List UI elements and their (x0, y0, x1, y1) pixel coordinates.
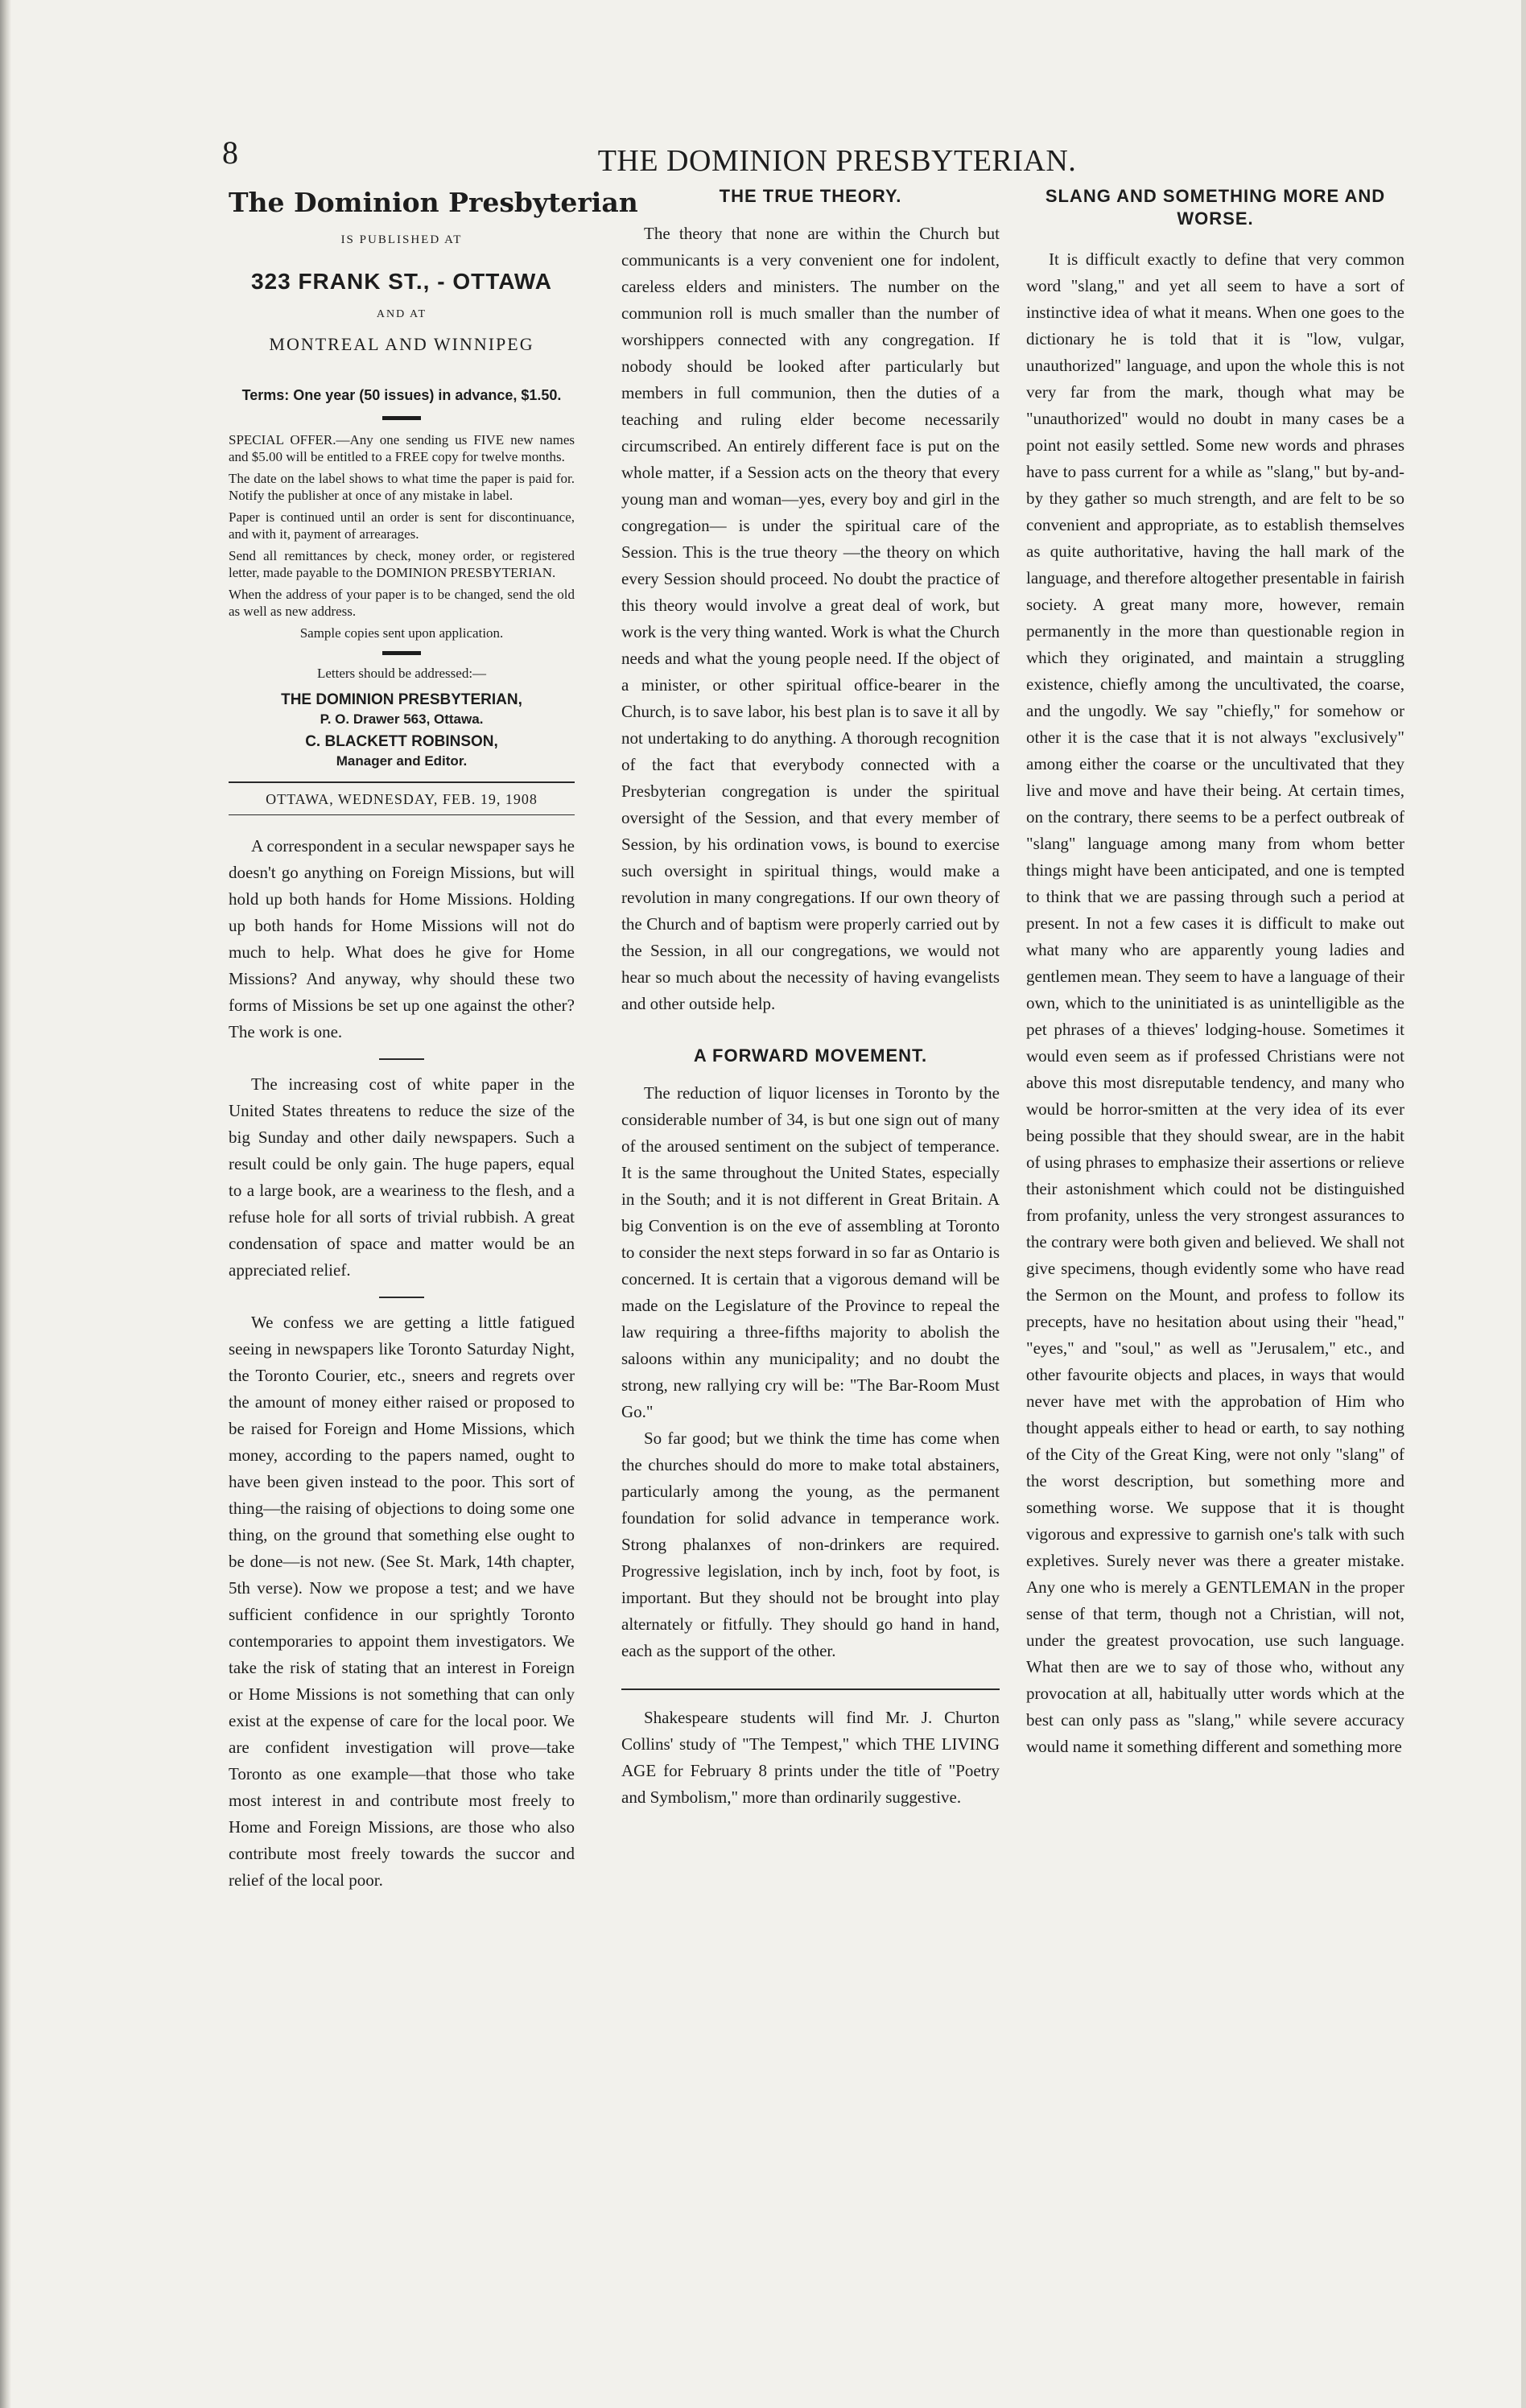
notices-divider (382, 651, 421, 655)
masthead-cities: MONTREAL AND WINNIPEG (269, 334, 534, 354)
editorial-white-paper: The increasing cost of white paper in the United States threatens to reduce the size of the big Sunday and other daily newspapers. Such a result could be only gain. The huge papers, equal to a large book, are a weariness to the flesh, and a refuse hole for all sorts of trivial rubbish. A great condensation of space and matter would be an appreciated relief. (229, 1074, 575, 1280)
masthead-address: 323 FRANK ST., - OTTAWA (250, 269, 553, 294)
published-at-label: IS PUBLISHED AT (340, 233, 463, 246)
editorial-missions: A correspondent in a secular newspaper says he doesn't go anything on Foreign Missions, but will hold up both hands for Home Missions. Holding up both hands for Home Missions will not do much to help. What does he give for Home Missions? And anyway, why should these two forms of Missions be set up one against the other? The work is one. (229, 836, 575, 1041)
publisher-notices (229, 431, 575, 641)
article-slang: It is difficult exactly to define that very common word "slang," and yet all seem to have a sort of instinctive idea of what it means. When one goes to the dictionary he is told that it is "low, vulgar, unauthorized" language, and upon the whole this is not very far from the mark, though what may be "unauthorized" would no doubt in many cases be a point not easily settled. Some new words and phrases have to pass current for a while as "slang," but by-and-by they gather so much strength, and are felt to be so convenient and appropriate, as to establish themselves as quite authoritative, having the hall mark of the language, and therefore altogether presentable in fairish society. A great many more, however, remain permanently in the more than questionable region in which they originated, and maintain a struggling existence, chiefly among the uncultivated, the coarse, and the ungodly. We say "chiefly," for somehow or other it is the case that it is not always "exclusively" among either the coarse or the uncultivated that they live and move and have their being. At certain times, on the contrary, there seems to be a perfect outbreak of "slang" language among many from whom better things might have been anticipated, and one is tempted to think that we are passing through such a period at present. In not a few cases it is difficult to make out what many who are apparently young ladies and gentlemen mean. They seem to have a language of their own, which to the uninitiated is as unintelligible as the pet phrases of a thieves' lodging-house. Sometimes it would even seem as if professed Christians were not above this most disreputable tendency, and many who would be horror-smitten at the very idea of its ever being possible that they should swear, are in the habit of using phrases to emphasize their assertions or relieve their astonishment which could not be distinguished from profanity, unless the very strongest assurances to the contrary were both given and believed. We shall not give specimens, though evidently some who have read the Sermon on the Mount, and profess to follow its precepts, have no hesitation about using their "head," "eyes," and "soul," as well as "Jerusalem," etc., and other favourite objects and places, in ways that would never have met with the approbation of Him who thought appeals either to head or earth, to say nothing of the City of the Great King, were not only "slang" of the worst description, but something more and something worse. We suppose that it is thought vigorous and expressive to garnish one's talk with such expletives. Surely never was there a greater mistake. Any one who is merely a GENTLEMAN in the proper sense of that term, though not a Christian, will not, under the greatest provocation, use such language. What then are we to say of those who, without any provocation at all, habitually utter words which at the best can only pass as "slang," while severe accuracy would name it something different and something more (1026, 249, 1404, 1756)
po-box: P. O. Drawer 563, Ottawa. (320, 711, 484, 727)
masthead-title: The Dominion Presbyterian (229, 187, 638, 218)
editor-title: Manager and Editor. (336, 753, 468, 769)
notice-continued: Paper is continued until an order is sent for discontinuance, and with it, payment of arrearages. (229, 509, 575, 542)
dateline: OTTAWA, WEDNESDAY, FEB. 19, 1908 (266, 791, 538, 807)
notice-remittances: Send all remittances by check, money order, or registered letter, made payable to the DOMINION PRESBYTERIAN. (229, 548, 575, 580)
scan-edge-right (1521, 0, 1526, 2408)
scan-edge-left (0, 0, 11, 2408)
blurb-divider (621, 1688, 1000, 1690)
column-2 (621, 185, 1000, 1811)
notice-samples: Sample copies sent upon application. (299, 625, 504, 641)
publication-name: THE DOMINION PRESBYTERIAN, (281, 691, 522, 708)
subscription-terms: Terms: One year (50 issues) in advance, $1.50. (241, 387, 562, 403)
notice-address-change: When the address of your paper is to be changed, send the old as well as new address. (229, 587, 575, 619)
editorial-divider (379, 1058, 424, 1060)
notice-label-date: The date on the label shows to what time the paper is paid for. Notify the publisher at once of any mistake in label. (229, 471, 575, 503)
dateline-rule-top (229, 781, 575, 783)
running-head: THE DOMINION PRESBYTERIAN. (597, 144, 1077, 178)
article-forward-movement-p1: The reduction of liquor licenses in Toronto by the considerable number of 34, is but one sign out of many of the aroused sentiment on the subject of temperance. It is the same throughout the United States, especially in the South; and it is not different in Great Britain. A big Convention is on the eve of assembling at Toronto to consider the next steps forward in so far as Ontario is concerned. It is certain that a vigorous demand will be made on the Legislature of the Province to repeal the law requiring a three-fifths majority to abolish the saloons within any municipality; and no doubt the strong, new rallying cry will be: "The Bar-Room Must Go." (621, 1083, 1000, 1421)
dateline-rule-bottom (229, 814, 575, 815)
shakespeare-note: Shakespeare students will find Mr. J. Churton Collins' study of "The Tempest," which THE LIVING AGE for February 8 prints under the title of "Poetry and Symbolism," more than ordinarily suggestive. (621, 1708, 1000, 1807)
special-offer: SPECIAL OFFER.—Any one sending us FIVE new names and $5.00 will be entitled to a FREE copy for twelve months. (229, 432, 575, 464)
page-number: 8 (222, 134, 238, 171)
article-forward-movement-p2: So far good; but we think the time has come when the churches should do more to make total abstainers, particularly among the young, as the permanent foundation for solid advance in temperance work. Strong phalanxes of non-drinkers are required. Progressive legislation, inch by inch, foot by foot, is important. But they should not be brought into play alternately or fitfully. They should go hand in hand, each as the support of the other. (621, 1429, 1000, 1660)
article-true-theory: The theory that none are within the Church but communicants is a very convenient one for indolent, careless elders and ministers. The number on the communion roll is much smaller than the number of worshippers connected with any congregation. If nobody should be looked after particularly but members in full communion, then the duties of a teaching and ruling elder become necessarily circumscribed. An entirely different face is put on the whole matter, if a Session acts on the theory that every young man and woman—yes, every boy and girl in the congregation— is under the spiritual care of the Session. This is the true theory —the theory on which every Session should proceed. No doubt the practice of this theory would involve a great deal of work, but work is the very thing wanted. Work is what the Church needs and what the young people need. If the object of a minister, or other spiritual office-bearer in the Church, is to save labor, his best plan is to save it all by not undertaking to do anything. A thorough recognition of the fact that everybody connected with a Presbyterian congregation is under the spiritual oversight of the Session, and that every member of Session, by his ordination vows, is bound to exercise such oversight in spiritual things, would make a revolution in many congregations. If our own theory of the Church and of baptism were properly carried out by the Session, in all our congregations, we would not hear so much about the necessity of having evangelists and other outside help. (621, 224, 1000, 1013)
letters-addressed: Letters should be addressed:— (316, 666, 487, 681)
headline-slang: SLANG AND SOMETHING MORE AND WORSE. (1045, 186, 1386, 229)
column-1 (229, 185, 638, 1894)
editorial-missions-test: We confess we are getting a little fatigued seeing in newspapers like Toronto Saturday Night, the Toronto Courier, etc., sneers and regrets over the amount of money either raised or proposed to be raised for Foreign and Home Missions, which money, according to the papers named, ought to have been given instead to the poor. This sort of thing—the raising of objections to doing some one thing, on the ground that something else ought to be done—is not new. (See St. Mark, 14th chapter, 5th verse). Now we propose a test; and we have sufficient confidence in our sprightly Toronto contemporaries to appoint them investigators. We take the risk of stating that an interest in Foreign or Home Missions is not something that can only exist at the expense of care for the local poor. We are confident investigation will prove—take Toronto as one example—that those who take most interest in and contribute most freely to Home and Foreign Missions, are those who also contribute most freely towards the succor and relief of the local poor. (229, 1313, 575, 1890)
editor-name: C. BLACKETT ROBINSON, (305, 733, 498, 750)
terms-divider (382, 416, 421, 420)
column-3 (1026, 185, 1404, 1760)
editorial-divider (379, 1297, 424, 1298)
headline-forward-movement: A FORWARD MOVEMENT. (693, 1045, 928, 1066)
headline-true-theory: THE TRUE THEORY. (719, 186, 902, 206)
and-at-label: AND AT (376, 308, 427, 320)
